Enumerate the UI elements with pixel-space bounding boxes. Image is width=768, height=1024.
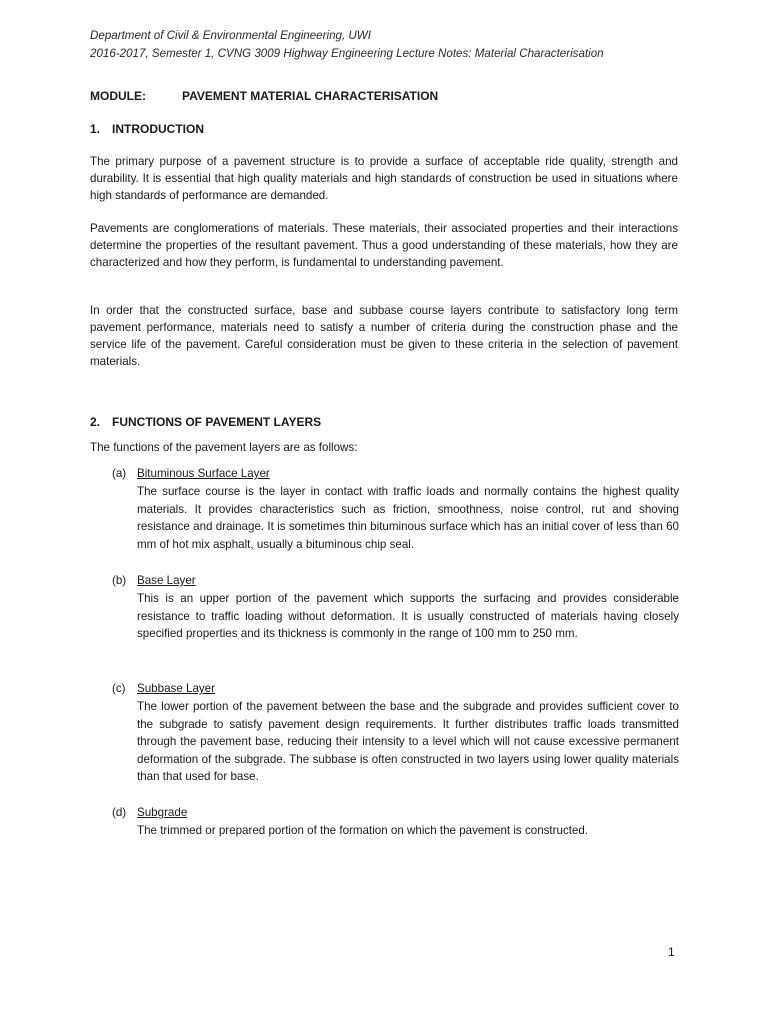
header-department: Department of Civil & Environmental Engineering, UWI bbox=[90, 29, 371, 42]
list-item-title: Base Layer bbox=[137, 574, 196, 587]
list-item-body: The trimmed or prepared portion of the formation on which the pavement is constructed. bbox=[137, 824, 589, 837]
list-marker: (a) bbox=[112, 467, 127, 480]
intro-paragraph-2: Pavements are conglomerations of materials. These materials, their associated properties and their interactions determine the properties of the resultant pavement. Thus a good understanding of these materials, how they are characterized and how they perform, is fundamental to understanding pavement. bbox=[90, 222, 678, 269]
section-heading-introduction bbox=[90, 121, 204, 137]
module-label: MODULE: bbox=[90, 89, 146, 103]
module-title-line bbox=[90, 88, 438, 104]
intro-paragraph-1: The primary purpose of a pavement structure is to provide a surface of acceptable ride quality, strength and durability. It is essential that high quality materials and high standards of construction be used in situations where high standards of performance are demanded. bbox=[90, 155, 678, 202]
page-number: 1 bbox=[668, 945, 675, 959]
section-heading-functions bbox=[90, 414, 321, 430]
section-number: 1. bbox=[90, 122, 101, 136]
section-title: FUNCTIONS OF PAVEMENT LAYERS bbox=[112, 415, 322, 429]
section-number: 2. bbox=[90, 415, 101, 429]
section-title: INTRODUCTION bbox=[112, 122, 204, 136]
list-marker: (b) bbox=[112, 574, 127, 587]
list-item-title: Bituminous Surface Layer bbox=[137, 467, 270, 480]
module-title: PAVEMENT MATERIAL CHARACTERISATION bbox=[182, 89, 439, 103]
list-item-title: Subgrade bbox=[137, 806, 188, 819]
list-item-body: The lower portion of the pavement between the base and the subgrade and provides sufficient cover to the subgrade to satisfy pavement design requirements. It further distributes traffic loads transmitted through the pavement base, reducing their intensity to a level which will not cause excessive permanent deformation of the subgrade. The subbase is often constructed in two layers using lower quality materials than that used for base. bbox=[137, 700, 679, 784]
list-marker: (d) bbox=[112, 806, 127, 819]
list-item-body: The surface course is the layer in contact with traffic loads and normally contains the highest quality materials. It provides characteristics such as friction, smoothness, noise control, rut and shoving resistance and drainage. It is sometimes thin bituminous surface which has an initial cover of less than 60 mm of hot mix asphalt, usually a bituminous chip seal. bbox=[137, 485, 679, 551]
intro-paragraph-3: In order that the constructed surface, base and subbase course layers contribute to satisfactory long term pavement performance, materials need to satisfy a number of criteria during the construction phase and the service life of the pavement. Careful consideration must be given to these criteria in the selection of pavement materials. bbox=[90, 304, 678, 368]
list-item-body: This is an upper portion of the pavement which supports the surfacing and provides considerable resistance to traffic loading without deformation. It is usually constructed of materials having closely specified properties and its thickness is commonly in the range of 100 mm to 250 mm. bbox=[137, 592, 679, 641]
list-marker: (c) bbox=[112, 682, 126, 695]
functions-intro: The functions of the pavement layers are as follows: bbox=[90, 441, 358, 454]
header-course: 2016-2017, Semester 1, CVNG 3009 Highway Engineering Lecture Notes: Material Characterisation bbox=[90, 47, 604, 60]
running-header bbox=[90, 27, 690, 63]
list-item-title: Subbase Layer bbox=[137, 682, 215, 695]
